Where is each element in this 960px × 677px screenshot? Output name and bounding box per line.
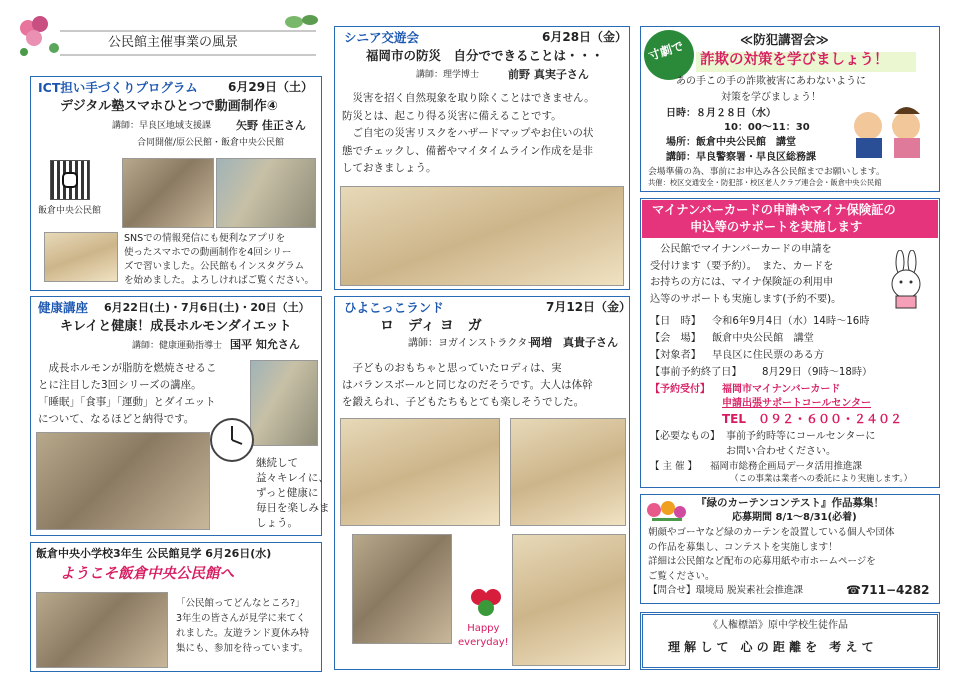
ict-lecturer-role: 講師：早良区地域支援課 xyxy=(112,121,212,131)
clover-icon xyxy=(466,586,506,620)
hiyoko-subtitle: ロ ディ ヨ ガ xyxy=(380,318,482,334)
ict-body: SNSでの情報発信にも便利なアプリを 使ったスマホでの動画制作を4回シリー ズで習いました。公民館もインスタグラム を始めました。よろしければご覧ください。 xyxy=(124,233,315,286)
school-photo xyxy=(36,592,168,668)
ict-photo-small xyxy=(44,232,118,282)
senior-date: 6月28日（金） xyxy=(542,30,628,44)
curtain-contact: 【問合せ】環境局 脱炭素社会推進課 xyxy=(648,585,804,596)
ict-host: 合同開催/原公民館・飯倉中央公民館 xyxy=(137,138,285,148)
health-lecturer-name: 国平 知允さん xyxy=(230,338,300,351)
clover-decoration xyxy=(14,14,66,60)
hiyoko-body: 子どものおもちゃと思っていたロディは、実 はバランスボールと同じなのだそうです。大人は体幹 を鍛えられ、子どもたちもとても楽しそうでした。 xyxy=(342,362,593,408)
mynumber-title-2: 申込等のサポートを実施します xyxy=(690,220,863,234)
senior-photo xyxy=(340,186,624,286)
ict-subtitle: デジタル塾スマホひとつで動画制作④ xyxy=(60,99,278,114)
health-title: 健康講座 xyxy=(38,300,89,315)
row-value-venue: 飯倉中央公民館 講堂 xyxy=(712,333,814,344)
reserve-line-2: 申請出張サポートコールセンター xyxy=(722,398,871,409)
school-title: 飯倉中央小学校3年生 公民館見学 6月26日(水) xyxy=(36,547,272,560)
hiyoko-photo-1 xyxy=(340,418,500,526)
reserve-tel[interactable]: TEL ０９２・６００・２４０２ xyxy=(722,412,903,426)
crime-headline: 詐欺の対策を学びましょう！ xyxy=(700,52,889,68)
happy-everyday: Happy everyday! xyxy=(458,623,509,648)
health-note: 継続して 益々キレイに、 ずっと健康に 毎日を楽しみま しょう。 xyxy=(256,457,330,529)
crime-time: 10：00～11：30 xyxy=(724,122,810,133)
hiyoko-lecturer-role: 講師：ヨガインストラクター xyxy=(408,338,538,349)
crime-date: 日時：８月２８日（水） xyxy=(666,108,776,119)
hiyoko-title: ひよこっこランド xyxy=(344,300,444,315)
row-value-deadline: 8月29日（9時～18時） xyxy=(762,367,873,378)
jinken-title: 《人権標語》原中学校生徒作品 xyxy=(708,620,848,631)
curtain-period: 応募期間 8/1～8/31(必着) xyxy=(732,512,857,523)
row-label-deadline: 【事前予約終了日】 xyxy=(650,367,742,378)
ict-date: 6月29日（土） xyxy=(228,80,314,94)
organizer-label: 【 主 催 】 xyxy=(650,461,698,472)
row-value-date: 令和6年9月4日（水）14時～16時 xyxy=(712,316,870,327)
hiyoko-photo-3 xyxy=(352,534,452,644)
row-label-venue: 【会 場】 xyxy=(650,333,701,344)
health-body: 成長ホルモンが脂肪を燃焼させるこ とに注目した3回シリーズの講座。 「睡眠」「食事」「運動」とダイエット について、なるほどと納得です。 xyxy=(38,362,217,425)
reserve-line-1: 福岡市マイナンバーカード xyxy=(722,384,841,395)
senior-title: シニア交遊会 xyxy=(344,30,420,45)
crime-cohost: 共催：校区交通安全・防犯部・校区老人クラブ連合会・飯倉中央公民館 xyxy=(648,178,882,187)
flower-icon xyxy=(644,498,688,526)
crime-lead: あの手この手の詐欺被害にあわないように 対策を学びましょう！ xyxy=(676,76,866,103)
hiyoko-photo-2 xyxy=(510,418,626,526)
ict-photo-right xyxy=(216,158,316,228)
hiyoko-photo-4 xyxy=(512,534,626,666)
health-dates: 6月22日(土)・7月6日(土)・20日（土） xyxy=(104,301,310,314)
row-label-date: 【日 時】 xyxy=(650,316,701,327)
needs-line-1: 事前予約時等にコールセンターに xyxy=(726,431,876,442)
curtain-tel[interactable]: ☎711−4282 xyxy=(846,583,930,597)
ict-photo-main xyxy=(122,158,214,228)
senior-lecturer-name: 前野 真実子さん xyxy=(508,68,589,81)
qr-label: 飯倉中央公民館 xyxy=(38,206,102,216)
school-subtitle: ようこそ飯倉中央公民館へ xyxy=(60,566,234,582)
senior-subtitle: 福岡市の防災 自分でできることは・・・ xyxy=(366,48,604,63)
instagram-icon[interactable] xyxy=(62,172,78,188)
curtain-body: 朝顔やゴーヤなど緑のカーテンを設置している個人や団体 の作品を募集し、コンテストを実施します！ 詳細は公民館など配布の応募用紙や市ホームページを ご覧ください。 xyxy=(648,527,895,582)
crime-place: 場所：飯倉中央公民館 講堂 xyxy=(666,137,796,148)
clock-icon xyxy=(208,416,256,464)
health-photo-class xyxy=(36,432,210,530)
crime-title: ≪防犯講習会≫ xyxy=(740,32,829,47)
reserve-label: 【予約受付】 xyxy=(650,384,710,395)
hiyoko-lecturer-name: 岡増 真貴子さん xyxy=(530,336,618,349)
organizer-name: 福岡市総務企画局データ活用推進課 xyxy=(710,461,863,472)
page-title: 公民館主催事業の風景 xyxy=(108,35,239,50)
needs-line-2: お問い合わせください。 xyxy=(726,446,836,457)
needs-label: 【必要なもの】 xyxy=(650,431,720,442)
curtain-title: 『緑のカーテンコンテスト』作品募集！ xyxy=(696,497,885,509)
mynumber-body: 公民館でマイナンバーカードの申請を 受付けます（要予約）。 また、カードを お持ちの方には、マイナ保険証の利用申 込等のサポートも実施します(予約不要)。 xyxy=(650,244,842,305)
health-subtitle: キレイと健康！成長ホルモンダイエット xyxy=(60,319,292,334)
rabbit-mascot xyxy=(882,250,930,310)
crime-badge-text: 寸劇で xyxy=(646,38,686,64)
leaf-decoration xyxy=(282,10,322,34)
row-label-target: 【対象者】 xyxy=(650,350,701,361)
ict-title: ICT担い手づくりプログラム xyxy=(38,80,198,95)
senior-lecturer-role: 講師：理学博士 xyxy=(416,70,480,80)
organizer-note: （この事業は業者への委託により実施します。） xyxy=(730,474,913,484)
crime-lecturer: 講師：早良警察署・早良区総務課 xyxy=(666,152,816,163)
ict-lecturer-name: 矢野 佳正さん xyxy=(236,119,306,132)
police-illustration xyxy=(842,100,932,160)
crime-notice: 会場準備の為、事前にお申込み各公民館までお願いします。 xyxy=(648,167,885,177)
health-photo-instructor xyxy=(250,360,318,446)
senior-body: 災害を招く自然現象を取り除くことはできません。 防災とは、起こり得る災害に備えることです。 ご自宅の災害リスクをハザードマップやお住いの状 態でチェックし、備蓄やマイタイムライン作成を是非 しておきましょう。 xyxy=(342,92,595,174)
school-body: 「公民館ってどんなところ?」 3年生の皆さんが見学に来てく れました。友遊ランド夏休み特 集にも、参加を待っています。 xyxy=(176,598,310,654)
mynumber-title-1: マイナンバーカードの申請やマイナ保険証の xyxy=(652,203,896,217)
row-value-target: 早良区に住民票のある方 xyxy=(712,350,825,361)
hiyoko-date: 7月12日（金） xyxy=(546,300,632,314)
jinken-motto: 理 解 し て 心 の 距 離 を 考 え て xyxy=(668,640,874,654)
health-lecturer-role: 講師：健康運動指導士 xyxy=(132,341,223,351)
